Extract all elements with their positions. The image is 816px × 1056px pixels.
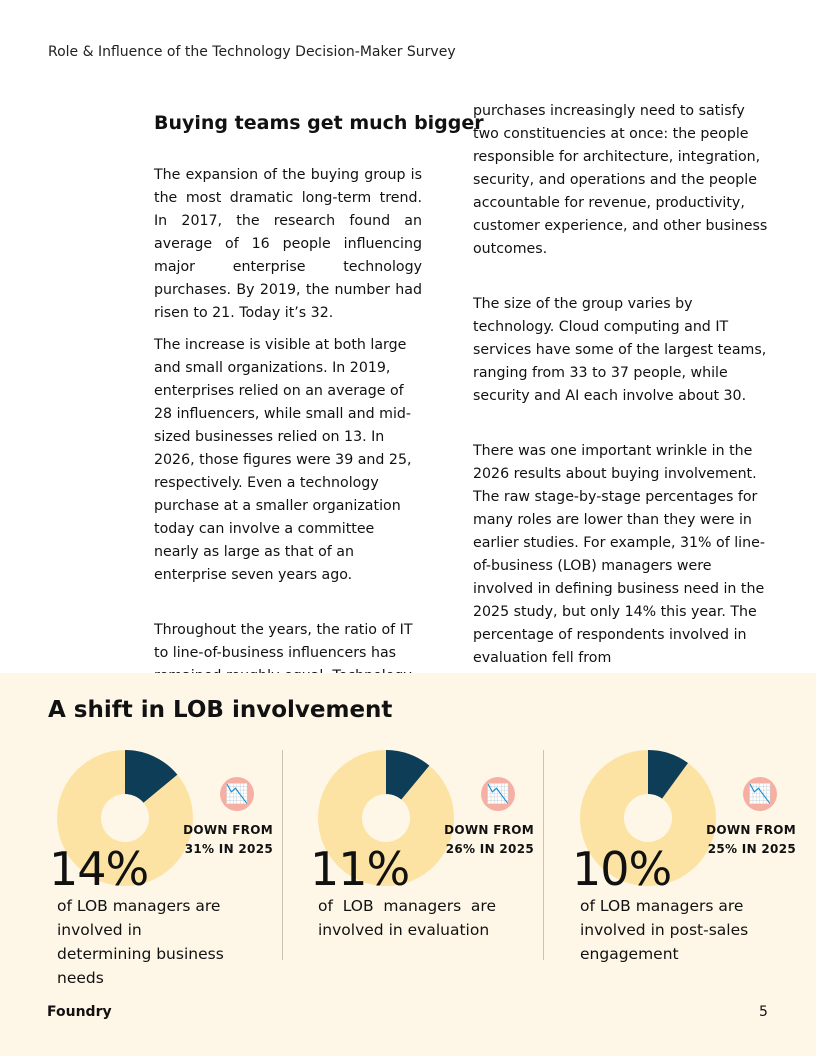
paragraph: purchases increasingly need to satisfy two constituencies at once: the people responsible for architecture, integration, security, and operations and the people accountable for revenue, productivity, customer experience, and other business outcomes. bbox=[473, 103, 768, 257]
down-from-label: DOWN FROM 26% IN 2025 bbox=[444, 823, 534, 856]
stat-description: of LOB managers are involved in post-sales engagement bbox=[580, 897, 749, 963]
stat-description: of LOB managers are involved in determining business needs bbox=[57, 897, 224, 987]
down-from-label: DOWN FROM 31% IN 2025 bbox=[183, 823, 273, 856]
paragraph: The increase is visible at both large and small organizations. In 2019, enterprises relied on an average of 28 influencers, while small and mid-sized businesses relied on 13. In 2026, those figures were 39 and 25, respectively. Even a technology purchase at a smaller organization today can involve a committee nearly as large as that of an enterprise seven years ago. bbox=[154, 337, 412, 583]
stat-card bbox=[49, 750, 287, 987]
stat-percent: 11% bbox=[310, 842, 410, 896]
donut-hole bbox=[101, 794, 149, 842]
stat-percent: 14% bbox=[49, 842, 149, 896]
arrow-down-icon: 📉 bbox=[481, 777, 515, 811]
footer-brand: Foundry bbox=[47, 1004, 112, 1020]
paragraph: The expansion of the buying group is the most dramatic long-term trend. In 2017, the research found an average of 16 people influencing major enterprise technology purchases. By 2019, the number had risen to 21. Today it’s 32. bbox=[154, 167, 422, 321]
paragraph: The size of the group varies by technology. Cloud computing and IT services have some of the largest teams, ranging from 33 to 37 people, while security and AI each involve about 30. bbox=[473, 296, 767, 404]
stat-card bbox=[310, 750, 548, 970]
running-header: Role & Influence of the Technology Decision-Maker Survey bbox=[48, 44, 456, 60]
stat-description: of LOB managers are involved in evaluation bbox=[318, 897, 496, 939]
down-from-label: DOWN FROM 25% IN 2025 bbox=[706, 823, 796, 856]
article-right-column bbox=[473, 100, 773, 670]
arrow-down-icon: 📉 bbox=[220, 777, 254, 811]
lob-section-title: A shift in LOB involvement bbox=[48, 697, 393, 723]
section-title: Buying teams get much bigger bbox=[154, 112, 484, 134]
article-left-column bbox=[154, 110, 484, 688]
stat-card bbox=[572, 750, 810, 970]
arrow-down-icon: 📉 bbox=[743, 777, 777, 811]
stat-percent: 10% bbox=[572, 842, 672, 896]
page-number: 5 bbox=[759, 1004, 768, 1020]
paragraph: There was one important wrinkle in the 2026 results about buying involvement. The raw stage-by-stage percentages for many roles are lower than they were in earlier studies. For example, 31% of line-of-business (LOB) managers were involved in defining business need in the 2025 study, but only 14% this year. The percentage of respondents involved in evaluation fell from bbox=[473, 443, 765, 666]
paragraph: Throughout the years, the ratio of IT to line-of-business influencers has bbox=[154, 622, 413, 661]
divider bbox=[282, 750, 283, 960]
donut-hole bbox=[624, 794, 672, 842]
divider bbox=[543, 750, 544, 960]
donut-hole bbox=[362, 794, 410, 842]
